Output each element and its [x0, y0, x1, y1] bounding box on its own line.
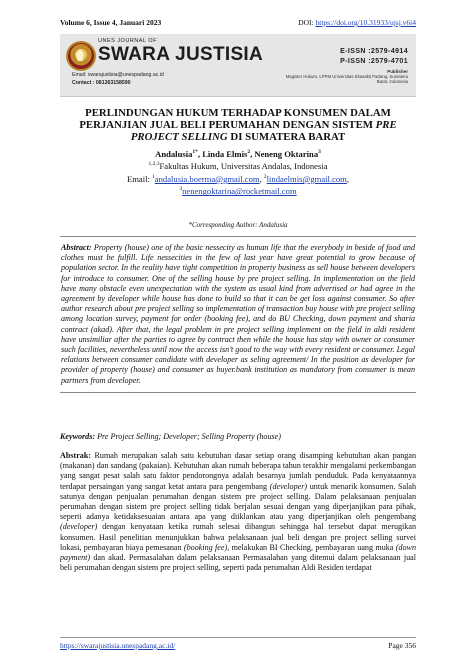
keywords — [60, 432, 416, 442]
abstrak-text-2: untuk menarik konsumen. Salah satunya dengan penjualan perumahan dengan sistem pre project selling. Dalam pelaksanaan penjualan perumahan dengan sistem pre project selling tidak berjalan sesuai dengan yang diperjanjikan para pihak, seperti adanya ketidaksesuaian antara apa yang diiklankan atau yang diperjanjikan oleh pengembang — [60, 481, 417, 522]
author-2: Linda Elmis — [202, 148, 248, 159]
journal-subtitle: UNES JOURNAL OF — [98, 38, 157, 44]
journal-contact: Contact : 081363158590 — [72, 80, 131, 86]
affiliation — [60, 159, 416, 171]
title-italic-word: PRE — [375, 119, 397, 131]
affiliation-sup: 1,2,3 — [148, 161, 160, 168]
title-line-1: PERLINDUNGAN HUKUM TERHADAP KONSUMEN DALAM — [85, 107, 391, 119]
abstrak-italic-2: (developer) — [60, 522, 98, 532]
email-label: Email: — [126, 173, 153, 184]
affiliation-text: Fakultas Hukum, Universitas Andalas, Indonesia — [159, 161, 328, 172]
abstrak-italic-4: (down payment) — [60, 542, 416, 563]
page-footer — [60, 637, 416, 650]
journal-website-link[interactable]: https://swarajustisia.unespadang.ac.id/ — [60, 641, 176, 650]
pissn: P-ISSN :2579-4701 — [340, 58, 408, 65]
author-1-sup: 1* — [192, 149, 198, 155]
abstrak-italic-1: (developer) — [269, 481, 308, 491]
abstract-text: Property (house) one of the basic nessecity as human life that the everybody in beside of food and clothes must be fulfill. Life nessecities in the few of last year have great potential to grow because of population sector. In the reality have tight competition in property business as sell house between developers for introduce to consumer. One of the selling house by pre project selling. In implementation on the field have many obstacle even unexpectation with the system as usual kind from advertised or had agree in the agreement by developer while house has done to build so that it can be get loss against consumer. So after author research about pre project selling so implementation of transaction buy house with pre project selling among location survey, payment for order (booking fee), and do BU Checking, down payment and sharia contract (akad). After that, the legal problem in pre project selling implement on the field in aldi resident have unsimiliar after the parties to agree by contract then while the house has stay with owner or consumer such facilities, nevertheless until now the access isn’t good to the way with every resident or consumer. Legal relations between consumer candidate with developer as seling agreement/ In the position as developer for provider of property (house) and consumer as buyer.bank institution as mandatory from consumer is mean partners from developer. — [61, 243, 415, 385]
abstrak-text-5: dan akad. Permasalahan dalam pelaksanaan Permasalahan yang ditemui dalam pelaksanaan jual beli perumahan dengan sistem pre project selling, seperti pada perumahan Aldi Residen terdapat — [60, 553, 416, 573]
publisher-name: Magister Hukum, LPPM Universitas Ekasakti Padang, Sumatera Barat, Indonesia — [285, 74, 408, 85]
author-1: Andalusia — [155, 148, 193, 159]
running-header — [60, 18, 416, 27]
author-emails: Email: $^1$andalusia.boerma@gmail.com, $^2$lindaelmis@gmail.com, $^3$nenengoktarina@rocketmail.com — [126, 173, 350, 197]
abstrak-indonesian — [60, 451, 416, 573]
doi — [298, 18, 416, 27]
university-seal-icon — [66, 41, 96, 71]
doi-link[interactable]: https://doi.org/10.31933/ujsj.v6i4 — [315, 18, 416, 27]
page-number: Page 356 — [388, 641, 416, 650]
doi-label: DOI: — [298, 18, 316, 27]
article-title — [60, 107, 416, 143]
author-block — [60, 147, 416, 197]
publisher-label: Publisher — [387, 69, 408, 74]
author-3-sup: 3 — [318, 149, 321, 155]
abstract-label: Abstract: — [61, 243, 92, 252]
title-italic-phrase: PROJECT SELLING — [130, 131, 228, 143]
email-2-sup: 2 — [263, 173, 267, 180]
author-2-sup: 2 — [247, 149, 251, 155]
email-3-link[interactable]: nenengoktarina@rocketmail.com — [182, 186, 297, 197]
keywords-label: Keywords: — [60, 432, 96, 441]
volume-info: Volume 6, Issue 4, Januari 2023 — [60, 18, 162, 27]
abstrak-text-1: Rumah merupakan salah satu kebutuhan dasar setiap orang disamping kebutuhan akan pangan (makanan) dan sandang (pakaian). Kebutuhan akan rumah beberapa tahun terakhir mengalami perkembangan yang sangat pesat salah satu faktor pendorongnya adalah besarnya jumlah penduduk. Pada kenyataannya terdapat persaingan yang sangat ketat antara para pengembang — [60, 451, 416, 491]
email-3-sup: 3 — [179, 186, 183, 193]
keywords-text: Pre Project Selling; Developer; Selling Property (house) — [95, 432, 281, 441]
title-line-2: PERJANJIAN JUAL BELI PERUMAHAN DENGAN SISTEM — [79, 119, 373, 131]
corresponding-author: *Corresponding Author: Andalusia — [188, 221, 288, 229]
eissn: E-ISSN :2579-4914 — [340, 48, 408, 55]
journal-title: SWARA JUSTISIA — [98, 44, 264, 65]
abstrak-italic-3: (booking fee) — [183, 542, 228, 552]
abstrak-text-3: dengan kenyataan ketika rumah selesai dibangun sehingga hal tersebut dapat merugikan konsumen. Hasil penelitian menunjukkan bahwa pelaksanaan jual beli dengan pre project selling survei lokasi, pembayaran biaya pemesanan — [60, 522, 416, 552]
abstrak-text-4: , melakukan BI Checking, pembayaran uang muka — [227, 542, 396, 552]
journal-banner — [60, 34, 416, 97]
publisher-info — [278, 69, 408, 85]
author-3: Neneng Oktarina — [254, 148, 319, 159]
email-2-link[interactable]: lindaelmis@gmail.com — [266, 173, 347, 184]
abstrak-label: Abstrak: — [60, 451, 92, 460]
journal-email: Email: swarajustisia@unespadang.ac.id — [72, 72, 164, 78]
author-names: Andalusia$^{1*}$, Linda Elmis$^2$, Neneng Oktarina$^3$ — [155, 148, 321, 159]
email-1-link[interactable]: andalusia.boerma@gmail.com — [154, 173, 260, 184]
email-1-sup: 1 — [152, 173, 155, 180]
abstract-english — [60, 236, 416, 393]
title-line-3: DI SUMATERA BARAT — [227, 131, 346, 143]
